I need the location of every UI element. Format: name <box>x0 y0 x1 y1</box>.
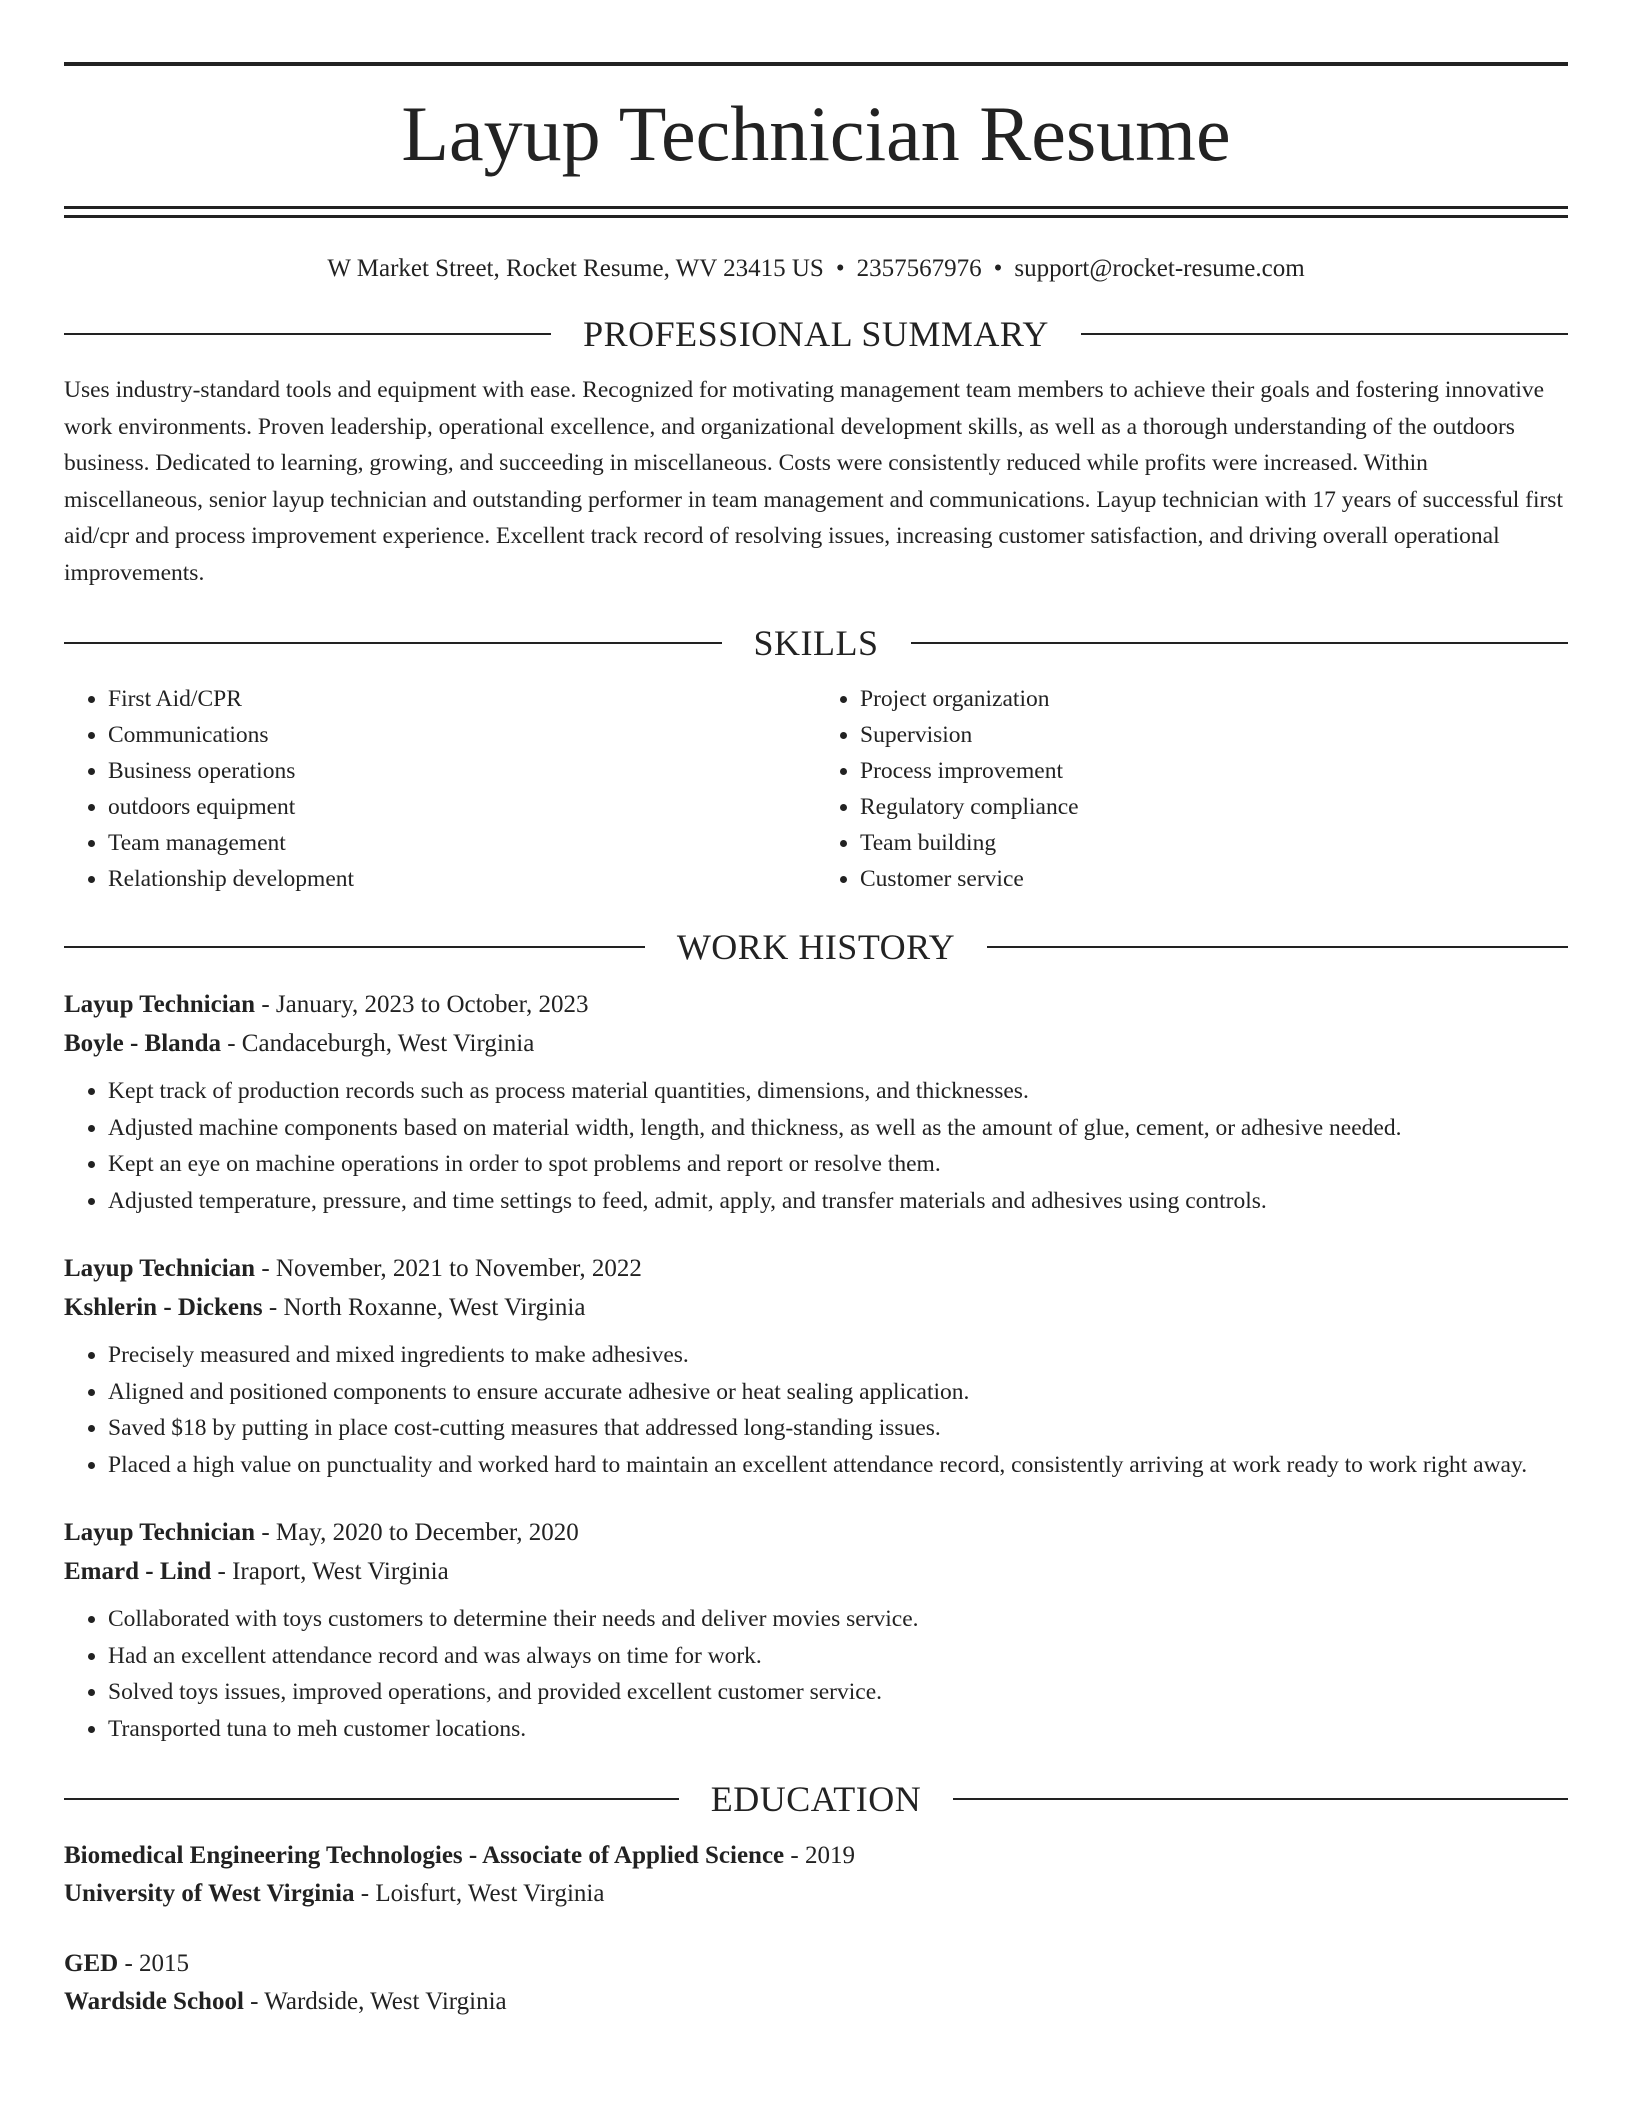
job-location: - Iraport, West Virginia <box>211 1558 449 1585</box>
skill-item: • Business operations <box>108 753 816 789</box>
contact-separator: • <box>993 255 1003 282</box>
resume-title: Layup Technician Resume <box>401 90 1231 177</box>
skill-item: • Supervision <box>860 717 1568 753</box>
section-rule <box>64 946 645 948</box>
contact-email[interactable]: support@rocket-resume.com <box>1014 255 1305 282</box>
education-school-line <box>64 1875 1568 1913</box>
job-bullets <box>64 1601 1568 1747</box>
title-double-rule <box>64 206 1568 218</box>
job-title-line <box>64 1249 1568 1288</box>
job-bullet: • Transported tuna to meh customer locations. <box>108 1711 1568 1748</box>
resume-page <box>64 0 1568 2021</box>
job-dates: - November, 2021 to November, 2022 <box>255 1255 642 1282</box>
job-company: Boyle - Blanda <box>64 1030 221 1057</box>
section-rule <box>987 946 1568 948</box>
job-role: Layup Technician <box>64 1519 256 1546</box>
job-bullet: • Adjusted temperature, pressure, and time settings to feed, admit, apply, and transfer materials and adhesives using controls. <box>108 1183 1568 1220</box>
education-entry <box>64 1945 1568 2021</box>
skill-item: • outdoors equipment <box>108 789 816 825</box>
job-company-line <box>64 1024 1568 1063</box>
skill-item: • Team management <box>108 825 816 861</box>
job-company: Kshlerin - Dickens <box>64 1294 263 1321</box>
skills-columns <box>64 681 1568 897</box>
education-year: - 2015 <box>118 1950 190 1977</box>
contact-line <box>64 252 1568 286</box>
job-title-line <box>64 985 1568 1024</box>
section-header-work <box>64 925 1568 969</box>
job-bullet: • Placed a high value on punctuality and worked hard to maintain an excellent attendance record, consistently arriving at work ready to work right away. <box>108 1447 1568 1484</box>
job-entry <box>64 1249 1568 1483</box>
skill-item: • Project organization <box>860 681 1568 717</box>
section-header-education <box>64 1777 1568 1821</box>
education-entry <box>64 1837 1568 1913</box>
job-dates: - May, 2020 to December, 2020 <box>255 1519 579 1546</box>
job-role: Layup Technician <box>64 1255 256 1282</box>
job-bullet: • Solved toys issues, improved operations, and provided excellent customer service. <box>108 1674 1568 1711</box>
contact-separator: • <box>835 255 845 282</box>
job-bullet: • Kept an eye on machine operations in order to spot problems and report or resolve them. <box>108 1146 1568 1183</box>
top-rule <box>64 62 1568 66</box>
section-title-skills: SKILLS <box>753 623 879 663</box>
section-title-education: EDUCATION <box>710 1779 922 1819</box>
job-entry <box>64 985 1568 1219</box>
education-location: - Wardside, West Virginia <box>243 1988 507 2015</box>
job-company: Emard - Lind <box>64 1558 212 1585</box>
job-bullets <box>64 1337 1568 1483</box>
section-header-skills <box>64 621 1568 665</box>
contact-address: W Market Street, Rocket Resume, WV 23415 US <box>327 255 824 282</box>
education-degree-line <box>64 1945 1568 1983</box>
skills-list-right <box>816 681 1568 897</box>
job-bullets <box>64 1073 1568 1219</box>
skill-item: • Relationship development <box>108 861 816 897</box>
section-rule <box>911 642 1569 644</box>
skill-item: • Communications <box>108 717 816 753</box>
education-school-line <box>64 1983 1568 2021</box>
job-bullet: • Kept track of production records such as process material quantities, dimensions, and thicknesses. <box>108 1073 1568 1110</box>
section-rule <box>953 1798 1568 1800</box>
job-company-line <box>64 1288 1568 1327</box>
job-location: - Candaceburgh, West Virginia <box>220 1030 535 1057</box>
education-degree-line <box>64 1837 1568 1875</box>
section-title-summary: PROFESSIONAL SUMMARY <box>583 314 1049 354</box>
skill-item: • Customer service <box>860 861 1568 897</box>
job-bullet: • Collaborated with toys customers to determine their needs and deliver movies service. <box>108 1601 1568 1638</box>
job-dates: - January, 2023 to October, 2023 <box>255 991 589 1018</box>
education-year: - 2019 <box>784 1842 855 1869</box>
job-entry <box>64 1513 1568 1747</box>
job-role: Layup Technician <box>64 991 256 1018</box>
education-school: Wardside School <box>64 1988 244 2015</box>
education-location: - Loisfurt, West Virginia <box>354 1880 605 1907</box>
skill-item: • Process improvement <box>860 753 1568 789</box>
section-title-work: WORK HISTORY <box>676 927 956 967</box>
contact-phone[interactable]: 2357567976 <box>856 255 982 282</box>
job-bullet: • Aligned and positioned components to ensure accurate adhesive or heat sealing application. <box>108 1374 1568 1411</box>
section-rule <box>64 1798 679 1800</box>
summary-text: Uses industry-standard tools and equipment with ease. Recognized for motivating management team members to achieve their goals and fostering innovative work environments. Proven leadership, operational excellence, and organizational development skills, as well as a thorough understanding of the outdoors business. Dedicated to learning, growing, and succeeding in miscellaneous. Costs were consistently reduced while profits were increased. Within miscellaneous, senior layup technician and outstanding performer in team management and communications. Layup technician with 17 years of successful first aid/cpr and process improvement experience. Excellent track record of resolving issues, increasing customer satisfaction, and driving overall operational improvements. <box>64 377 1563 586</box>
job-title-line <box>64 1513 1568 1552</box>
education-degree: Biomedical Engineering Technologies - Associate of Applied Science <box>64 1842 785 1869</box>
section-rule <box>64 333 551 335</box>
skills-list-left <box>64 681 816 897</box>
job-location: - North Roxanne, West Virginia <box>262 1294 586 1321</box>
education-degree: GED <box>64 1950 119 1977</box>
skill-item: • First Aid/CPR <box>108 681 816 717</box>
job-company-line <box>64 1552 1568 1591</box>
job-bullet: • Saved $18 by putting in place cost-cutting measures that addressed long-standing issues. <box>108 1410 1568 1447</box>
education-school: University of West Virginia <box>64 1880 355 1907</box>
skill-item: • Team building <box>860 825 1568 861</box>
job-bullet: • Had an excellent attendance record and was always on time for work. <box>108 1638 1568 1675</box>
job-bullet: • Precisely measured and mixed ingredients to make adhesives. <box>108 1337 1568 1374</box>
section-rule <box>64 642 722 644</box>
skill-item: • Regulatory compliance <box>860 789 1568 825</box>
section-header-summary <box>64 312 1568 356</box>
job-bullet: • Adjusted machine components based on material width, length, and thickness, as well as the amount of glue, cement, or adhesive needed. <box>108 1110 1568 1147</box>
section-rule <box>1081 333 1568 335</box>
